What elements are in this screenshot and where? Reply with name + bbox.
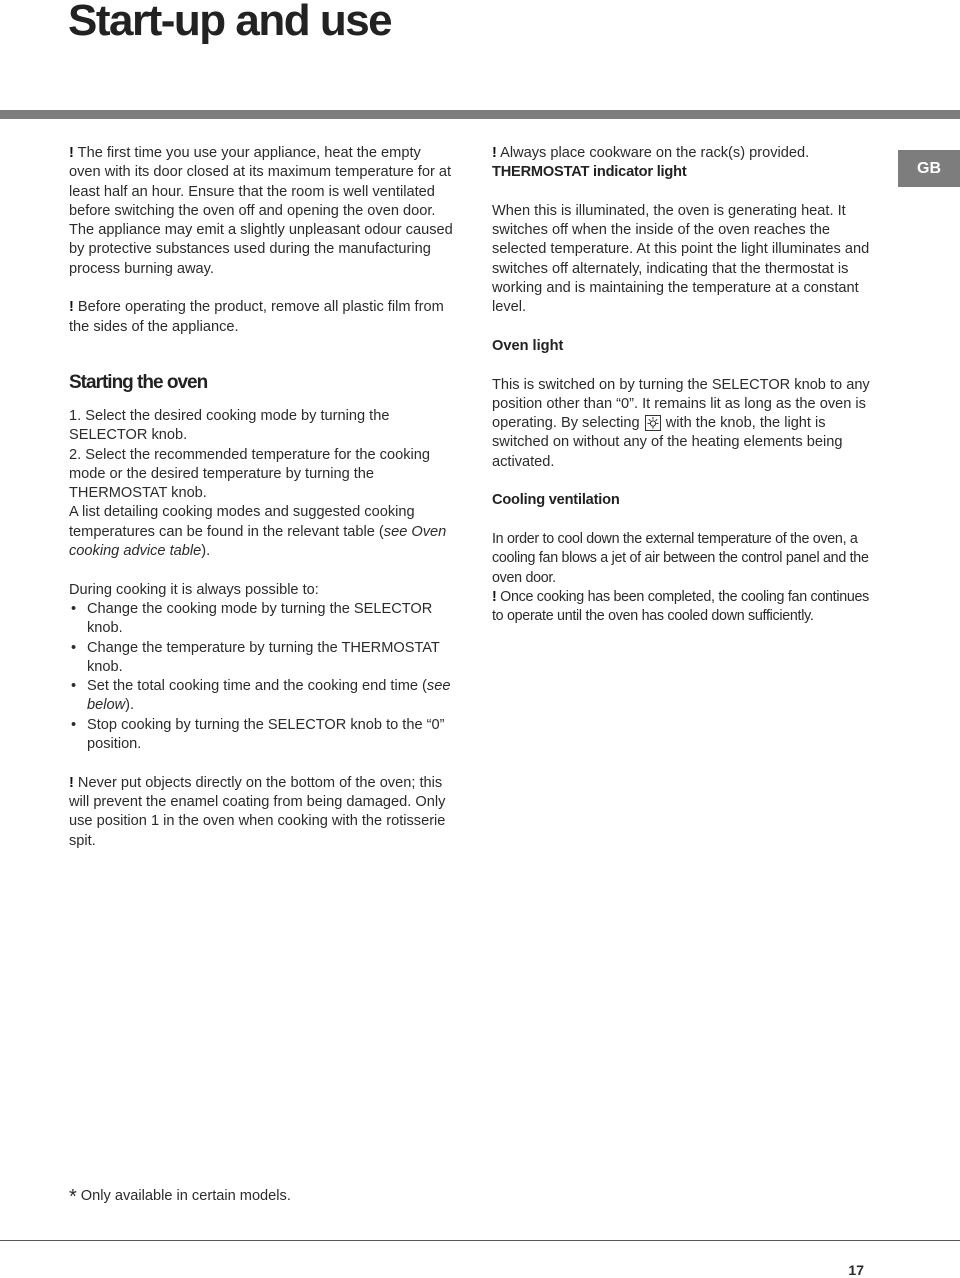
warning-mark: !	[492, 145, 497, 161]
language-tab: GB	[898, 150, 960, 187]
advice-table-reference: see Oven cooking advice table	[69, 523, 447, 560]
oven-bottom-warning	[69, 774, 454, 851]
during-cooking-list	[69, 600, 454, 754]
page-number: 17	[848, 1262, 864, 1278]
cooling-warning	[492, 588, 872, 627]
oven-light-heading: Oven light	[492, 337, 564, 354]
cookware-warning	[492, 144, 872, 163]
first-use-text: The first time you use your appliance, heat the empty oven with its door closed at its maximum temperature for at least half an hour. Ensure that the room is well ventilated before switching the oven off and opening the oven door. The appliance may emit a slightly unpleasant odour caused by protective substances used during the manufacturing process burning away.	[69, 145, 453, 277]
step-2: 2. Select the recommended temperature for the cooking mode or the desired temperature by turning the THERMOSTAT knob.	[69, 446, 430, 502]
list-item: • Stop cooking by turning the SELECTOR knob to the “0” position.	[69, 716, 454, 755]
oven-lamp-icon	[645, 415, 661, 431]
right-column	[492, 144, 872, 626]
left-column	[69, 144, 454, 851]
footer-rule	[0, 1240, 960, 1241]
footnote-text: Only available in certain models.	[80, 1188, 291, 1204]
warning-mark: !	[69, 774, 74, 791]
footnote-asterisk: *	[69, 1186, 77, 1208]
list-item: • Change the cooking mode by turning the SELECTOR knob.	[69, 600, 454, 639]
during-cooking-intro: During cooking it is always possible to:	[69, 581, 319, 598]
list-item	[69, 677, 454, 716]
cooling-warning-text: Once cooking has been completed, the cooling fan continues to operate until the oven has cooled down sufficiently.	[492, 588, 870, 625]
oven-light-text-start: This is switched on by turning the SELECTOR knob to any position other than “0”. It remains lit as long as the oven is operating. By selecting	[492, 376, 870, 432]
footnote	[69, 1186, 291, 1207]
list-item-text: Set the total cooking time and the cooking end time (	[87, 678, 427, 695]
list-item: • Change the temperature by turning the THERMOSTAT knob.	[69, 639, 454, 678]
cooking-modes-end: ).	[201, 543, 211, 560]
first-use-warning	[69, 144, 454, 279]
header-rule	[0, 110, 960, 119]
list-item-end: ).	[125, 697, 135, 714]
cookware-text: Always place cookware on the rack(s) provided.	[496, 145, 810, 161]
plastic-film-warning	[69, 298, 454, 337]
page-title: Start-up and use	[68, 0, 392, 45]
warning-mark: !	[69, 145, 74, 161]
cooling-ventilation-text: In order to cool down the external temperature of the oven, a cooling fan blows a jet of air between the control panel and the oven door.	[492, 530, 869, 586]
cooking-modes-note	[69, 503, 454, 561]
warning-mark: !	[492, 588, 497, 605]
oven-bottom-text: Never put objects directly on the bottom of the oven; this will prevent the enamel coating from being damaged. Only use position 1 in the oven when cooking with the rotisserie spit.	[69, 774, 446, 849]
step-1: 1. Select the desired cooking mode by turning the SELECTOR knob.	[69, 407, 390, 444]
thermostat-light-text: When this is illuminated, the oven is generating heat. It switches off when the inside of the oven reaches the selected temperature. At this point the light illuminates and switches off alternately, indicating that the thermostat is working and is maintaining the temperature at a constant level.	[492, 202, 870, 316]
cooling-ventilation-heading: Cooling ventilation	[492, 492, 620, 509]
cooking-modes-text: A list detailing cooking modes and suggested cooking temperatures can be found in the relevant table (	[69, 504, 415, 540]
oven-light-text-end: with the knob, the light is switched on without any of the heating elements being activated.	[492, 415, 843, 470]
see-below-reference: see below	[87, 678, 451, 714]
warning-mark: !	[69, 299, 74, 316]
plastic-film-text: Before operating the product, remove all plastic film from the sides of the appliance.	[69, 299, 444, 335]
starting-oven-heading: Starting the oven	[69, 371, 208, 393]
oven-light-text	[492, 376, 872, 472]
thermostat-light-heading: THERMOSTAT indicator light	[492, 164, 687, 181]
